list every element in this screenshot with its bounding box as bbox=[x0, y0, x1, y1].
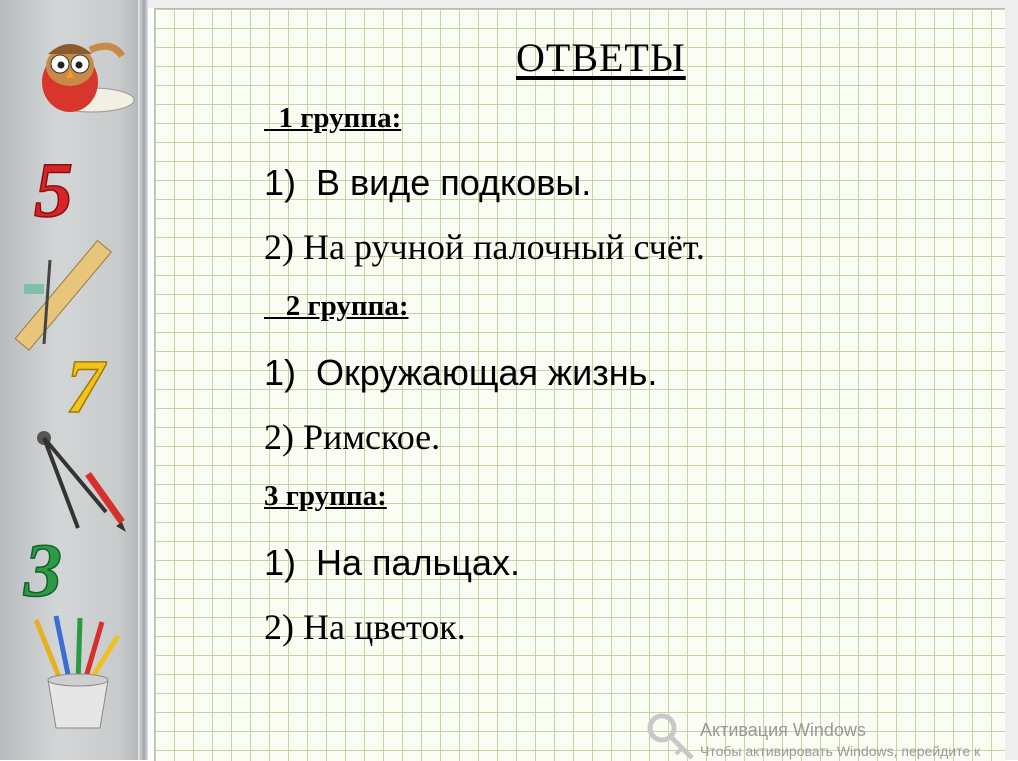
pencil-cup-icon bbox=[22, 614, 126, 732]
number-seven-icon bbox=[64, 346, 124, 418]
strip-rail bbox=[138, 0, 148, 760]
owl-teacher-icon bbox=[12, 30, 136, 116]
windows-activation-watermark bbox=[700, 720, 980, 759]
answer-3-1: 1) На пальцах. bbox=[264, 542, 520, 583]
answer-2-1: 1) Окружающая жизнь. bbox=[264, 352, 658, 393]
answer-1-1: 1) В виде подковы. bbox=[264, 162, 592, 203]
right-edge bbox=[1004, 0, 1018, 760]
svg-text:3: 3 bbox=[24, 530, 62, 604]
number-five-icon bbox=[28, 150, 98, 226]
top-edge bbox=[148, 0, 1018, 8]
page-title: ОТВЕТЫ bbox=[516, 35, 686, 80]
compass-icon bbox=[18, 416, 128, 532]
watermark-title: Активация Windows bbox=[700, 720, 866, 740]
group-heading-1: 1 группа: bbox=[264, 102, 402, 134]
group-heading-2: 2 группа: bbox=[264, 290, 409, 322]
answer-2-2: 2) Римское. bbox=[264, 417, 441, 457]
watermark-subtitle: Чтобы активировать Windows, перейдите к bbox=[700, 743, 981, 759]
key-icon bbox=[646, 712, 696, 760]
answer-3-2: 2) На цветок. bbox=[264, 607, 466, 647]
svg-text:7: 7 bbox=[66, 346, 104, 418]
ruler-pencil-icon bbox=[14, 240, 120, 352]
answer-1-2: 2) На ручной палочный счёт. bbox=[264, 227, 705, 267]
svg-text:5: 5 bbox=[34, 150, 73, 226]
group-heading-3: 3 группа: bbox=[264, 480, 387, 512]
number-three-icon bbox=[20, 530, 84, 604]
